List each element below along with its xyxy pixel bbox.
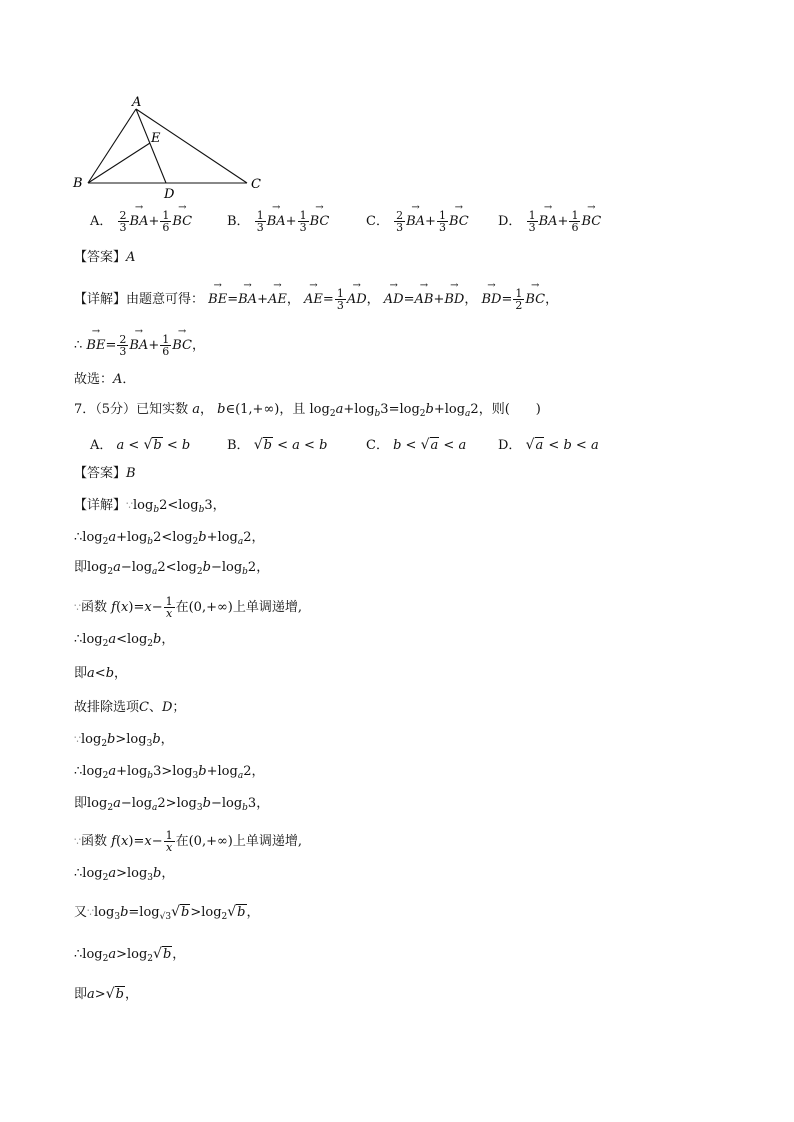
q6-result: ∴ → BE= $\frac{2}{3}$ → BA+ $\frac{1}{6}$ → BC， (74, 334, 205, 357)
q7-detail-5: $\therefore\log_2a<\log_2b$， (74, 632, 175, 649)
q7-detail-9: $\therefore\log_2a+\log_b3>\log_3b+\log_a2$， (74, 764, 265, 781)
q7-option-c: C． b < √a < a (366, 437, 467, 453)
q7-detail-6: 即a<b， (74, 666, 128, 681)
q7-detail-7: 故排除选项C、D； (74, 700, 186, 715)
q7-detail-14: $\therefore\log_2a>\log_2√b$， (74, 946, 186, 964)
q7-stem: 7．（5分）已知实数 a， b∈(1,+∞)，且 $\log_2a+\log_b3=\log_2b+\log_a2$，则( ) (74, 402, 541, 419)
segment-ab (88, 109, 136, 183)
q7-detail-4: ∵函数 f(x)=x− $\frac{1}{x}$ 在(0,+∞)上单调递增, (74, 595, 303, 620)
q6-option-b: B． $\frac{1}{3}$ → BA+ $\frac{1}{3}$ → BC (227, 210, 329, 233)
q7-option-b: B． √b < a < b (227, 437, 328, 453)
label-a: A (132, 95, 142, 110)
label-d: D (164, 187, 175, 202)
triangle-figure (70, 92, 270, 202)
q7-option-a: A． a < √b < b (90, 437, 191, 453)
q7-detail-12: $\therefore\log_2a>\log_3b$， (74, 866, 175, 883)
q6-conclusion: 故选：A． (74, 372, 136, 387)
q7-detail-1: 【详解】$\because\log_b2<\log_b3$， (74, 498, 226, 515)
q7-detail-11: ∵函数 f(x)=x− $\frac{1}{x}$ 在(0,+∞)上单调递增, (74, 829, 303, 854)
q6-option-c: C． $\frac{2}{3}$ → BA+ $\frac{1}{3}$ → BC (366, 210, 469, 233)
segment-ac (136, 109, 247, 183)
label-e: E (151, 131, 161, 146)
q7-detail-10: 即$\log_2a-\log_a2>\log_3b-\log_b3$， (74, 796, 270, 813)
q7-detail-2: $\therefore\log_2a+\log_b2<\log_2b+\log_a2$， (74, 530, 265, 547)
segment-be (88, 143, 150, 183)
q6-option-d: D． $\frac{1}{3}$ → BA+ $\frac{1}{6}$ → BC (498, 210, 601, 233)
q7-option-d: D． √a < b < a (498, 437, 599, 453)
q7-detail-15: 即a>√b， (74, 986, 138, 1002)
label-b: B (73, 176, 83, 191)
q7-detail-13: 又$\because\log_3b=\log_{√3}√b>\log_2√b$， (74, 904, 260, 922)
q6-answer: 【答案】A (74, 250, 136, 265)
q6-option-a: A． $\frac{2}{3}$ → BA+ $\frac{1}{6}$ → BC (90, 210, 192, 233)
q7-detail-3: 即$\log_2a-\log_a2<\log_2b-\log_b2$， (74, 560, 270, 577)
label-c: C (251, 177, 261, 192)
q7-detail-8: $\because\log_2b>\log_3b$， (74, 732, 174, 749)
q7-answer: 【答案】B (74, 466, 136, 481)
segment-ad (136, 109, 166, 183)
q6-detail: 【详解】由题意可得： → BE=→ BA+→ AE， → AE= $\frac{1}{3}$ → AD， → AD=→ AB+→ BD， → BD= $\frac{1}{2}$ → BC， (74, 288, 558, 311)
